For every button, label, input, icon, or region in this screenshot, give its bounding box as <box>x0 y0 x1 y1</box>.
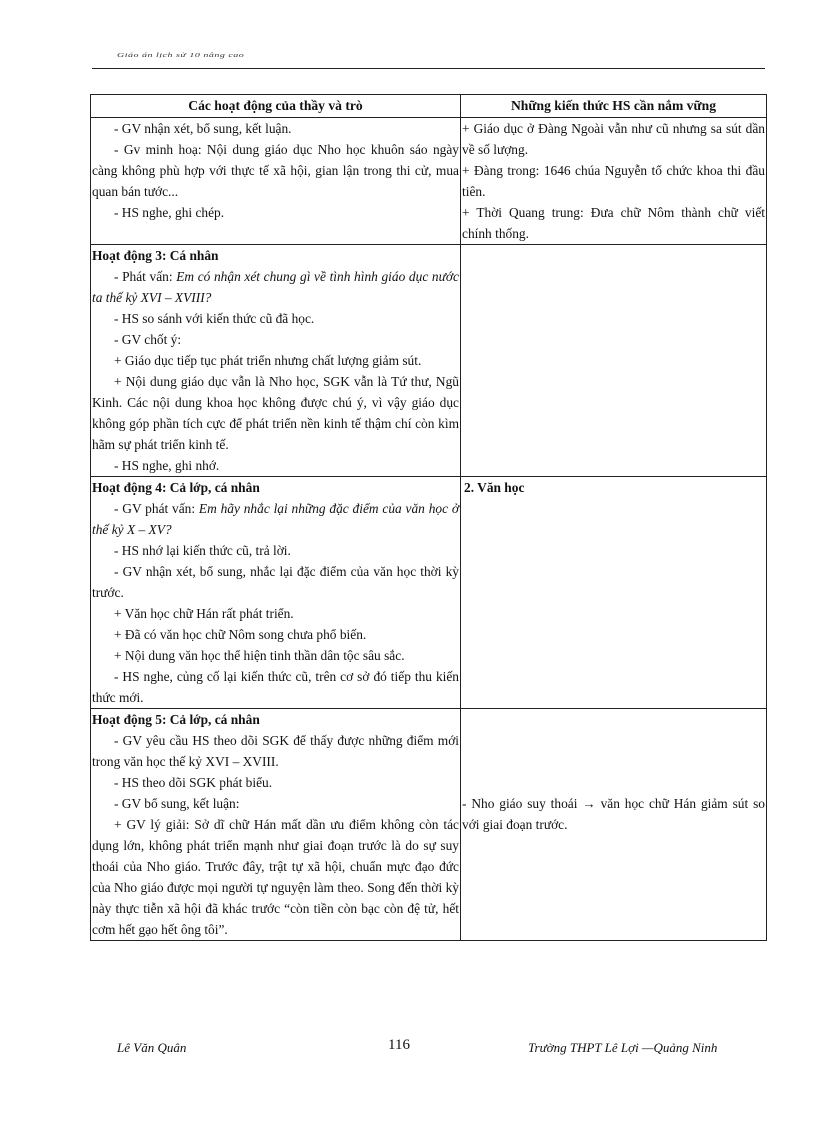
activity-item: + Đã có văn học chữ Nôm song chưa phổ biến. <box>114 627 367 642</box>
activity-item: - HS so sánh với kiến thức cũ đã học. <box>114 311 315 326</box>
col2-header: Những kiến thức HS cần nắm vững <box>461 95 767 118</box>
row1-left-cell <box>91 118 461 245</box>
question-prefix: - GV phát vấn: <box>114 501 199 516</box>
activity-item: - GV bổ sung, kết luận: <box>114 796 240 811</box>
row1-knowledge: + Giáo dục ở Đàng Ngoài vẫn như cũ nhưng sa sút dần về số lượng. <box>462 121 765 157</box>
table-row <box>91 709 767 941</box>
lesson-table <box>90 94 767 941</box>
row2-left-cell <box>91 245 461 477</box>
activity-item: - HS nghe, ghi nhớ. <box>114 458 220 473</box>
table-row <box>91 245 767 477</box>
row1-item: - GV nhận xét, bổ sung, kết luận. <box>114 121 292 136</box>
question-text: Em có nhận xét chung gì về tình hình giáo dục nước ta thế kỷ XVI – XVIII? <box>92 269 459 305</box>
activity-item: + Nội dung văn học thể hiện tinh thần dân tộc sâu sắc. <box>114 648 405 663</box>
row4-right-cell <box>461 709 767 941</box>
activity-item: + Giáo dục tiếp tục phát triển nhưng chất lượng giảm sút. <box>114 353 422 368</box>
header-rule <box>92 68 765 69</box>
activity-title: Hoạt động 5: Cả lớp, cá nhân <box>92 712 260 727</box>
section-heading: 2. Văn học <box>464 480 525 495</box>
activity-question <box>92 498 459 540</box>
row3-right-cell <box>461 477 767 709</box>
activity-title: Hoạt động 4: Cả lớp, cá nhân <box>92 480 260 495</box>
running-header: Giáo án lịch sử 10 nâng cao <box>117 52 245 59</box>
activity-question <box>92 266 459 308</box>
activity-item: - HS nghe, củng cố lại kiến thức cũ, trên cơ sở đó tiếp thu kiến thức mới. <box>92 669 459 705</box>
row3-left-cell <box>91 477 461 709</box>
activity-item: + Nội dung giáo dục vẫn là Nho học, SGK vẫn là Tứ thư, Ngũ Kinh. Các nội dung khoa học không được chú ý, vì vậy giáo dục không góp phần tích cực để phát triển nền kinh tế thậm chí còn kìm hãm sự phát triển kinh tế. <box>92 374 459 452</box>
activity-item: + GV lý giải: Sở dĩ chữ Hán mất dần ưu điểm không còn tác dụng lớn, không phát triển mạnh như giai đoạn trước là do sự suy thoái của Nho giáo. Trước đây, trật tự xã hội, chuẩn mực đạo đức của Nho giáo được mọi người tự nguyện làm theo. Song đến thời kỳ này thực tiễn xã hội đã khác trước “còn tiền còn bạc còn đệ tử, hết cơm hết gạo hết ông tôi”. <box>92 817 459 937</box>
footer-author: Lê Văn Quân <box>117 1040 187 1055</box>
col1-header: Các hoạt động của thầy và trò <box>91 95 461 118</box>
activity-title: Hoạt động 3: Cá nhân <box>92 248 219 263</box>
row1-knowledge: + Đàng trong: 1646 chúa Nguyễn tổ chức khoa thi đầu tiên. <box>462 163 765 199</box>
activity-item: - GV chốt ý: <box>114 332 182 347</box>
activity-item: - HS theo dõi SGK phát biểu. <box>114 775 273 790</box>
row1-right-cell <box>461 118 767 245</box>
page-number: 116 <box>388 1037 410 1053</box>
table-row <box>91 477 767 709</box>
row1-knowledge: + Thời Quang trung: Đưa chữ Nôm thành chữ viết chính thống. <box>462 205 765 241</box>
footer-school: Trường THPT Lê Lợi —Quảng Ninh <box>528 1040 718 1055</box>
row4-knowledge: - Nho giáo suy thoái → văn học chữ Hán giảm sút so với giai đoạn trước. <box>462 796 765 832</box>
row1-item: - HS nghe, ghi chép. <box>114 205 225 220</box>
table-row <box>91 118 767 245</box>
table-header-row <box>91 95 767 118</box>
row2-right-cell <box>461 245 767 477</box>
activity-item: - GV yêu cầu HS theo dõi SGK để thấy được những điểm mới trong văn học thế kỷ XVI – XVIII. <box>92 733 459 769</box>
question-prefix: - Phát vấn: <box>114 269 177 284</box>
activity-item: + Văn học chữ Hán rất phát triển. <box>114 606 294 621</box>
row1-item: - Gv minh hoạ: Nội dung giáo dục Nho học khuôn sáo ngày càng không phù hợp với thực tế xã hội, gian lận trong thi cử, mua quan bán tước... <box>92 142 459 199</box>
activity-item: - HS nhớ lại kiến thức cũ, trả lời. <box>114 543 291 558</box>
row4-left-cell <box>91 709 461 941</box>
activity-item: - GV nhận xét, bổ sung, nhắc lại đặc điểm của văn học thời kỳ trước. <box>92 564 459 600</box>
question-text: Em hãy nhắc lại những đặc điểm của văn học ở thế kỷ X – XV? <box>92 501 459 537</box>
